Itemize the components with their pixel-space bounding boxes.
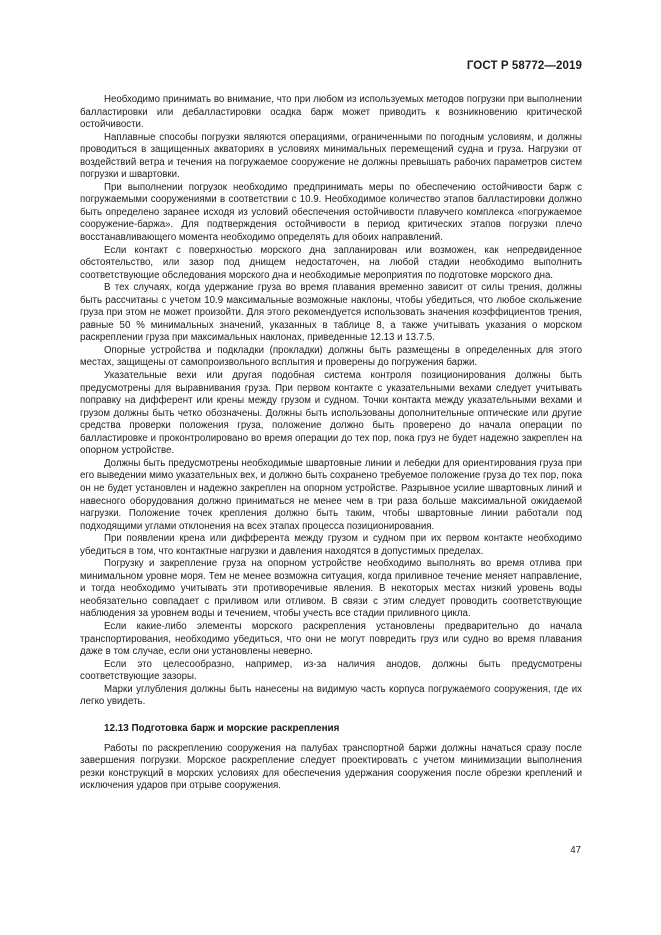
paragraph: Опорные устройства и подкладки (прокладки) должны быть размещены в определенных для этого местах, защищены от самопроизвольного всплытия и проверены до погружения баржи. — [80, 344, 582, 369]
paragraph: Если контакт с поверхностью морского дна запланирован или возможен, как непредвиденное обстоятельство, или зазор под днищем недостаточен, на любой стадии необходимо выполнить соответствующие обследования морского дна и необходимые мероприятия по подготовке морского дна. — [80, 244, 582, 281]
paragraph: Должны быть предусмотрены необходимые швартовные линии и лебедки для ориентирования груза при его выведении мимо указательных вех, и должно быть сохранено требуемое положение груза до тех пор, пока он не будет установлен и надежно закреплен на опорном устройстве. Разрывное усилие швартовных линий и навесного оборудования должно приниматься не менее чем в три раза больше максимальной ожидаемой нагрузки. Положение точек крепления должно быть таким, чтобы швартовные линии работали под подходящими углами отклонения на всех этапах процесса позиционирования. — [80, 457, 582, 532]
paragraph: В тех случаях, когда удержание груза во время плавания временно зависит от силы трения, должны быть рассчитаны с учетом 10.9 максимальные возможные наклоны, чтобы убедиться, что любое скольжение груза при этом не может произойти. Для этого рекомендуется использовать значения коэффициентов трения, равные 50 % минимальных значений, указанных в таблице 8, а также учитывать указания о морском раскреплении груза при максимальных наклонах, приведенные 12.13 и 13.7.5. — [80, 282, 582, 344]
page-number: 47 — [570, 845, 581, 856]
paragraph: Наплавные способы погрузки являются операциями, ограниченными по погодным условиям, и должны проводиться в защищенных акваториях в условиях минимальных перемещений судна и груза. Нагрузки от воздействий ветра и течения на погружаемое сооружение не должны превышать рабочих параметров систем погрузки и швартовки. — [80, 131, 582, 181]
paragraph: Марки углубления должны быть нанесены на видимую часть корпуса погружаемого сооружения, где их легко увидеть. — [80, 683, 582, 708]
document-standard-header: ГОСТ Р 58772—2019 — [466, 60, 582, 72]
paragraph: Если это целесообразно, например, из-за наличия анодов, должны быть предусмотрены соответствующие зазоры. — [80, 658, 582, 683]
paragraph: При выполнении погрузок необходимо предпринимать меры по обеспечению остойчивости барж с погружаемыми сооружениями в соответствии с 10.9. Необходимое количество этапов балластировки должно быть определено заранее исходя из условий обеспечения остойчивости плавучего комплекса «погружаемое сооружение-баржа». Для подтверждения остойчивости в период критических этапов погрузки плечо восстанавливающего момента необходимо определять для обоих направлений. — [80, 181, 582, 244]
paragraph: Указательные вехи или другая подобная система контроля позиционирования должны быть предусмотрены для выравнивания груза. При первом контакте с указательными вехами следует учитывать поправку на дифферент или крены между грузом и судном. Точки контакта между указательными вехами и грузом должны быть четко обозначены. Должны быть использованы дополнительные оптические или другие средства проверки положения груза, положение должно быть проверено до начала операции по балластировке и проконтролировано во время операции до тех пор, пока груз не будет надежно закреплен на опорном устройстве. — [80, 370, 582, 457]
paragraph: Погрузку и закрепление груза на опорном устройстве необходимо выполнять во время отлива при минимальном уровне моря. Тем не менее возможна ситуация, когда приливное течение меняет направление, и тогда необходимо учитывать эти противоречивые явления. В некоторых местах низкий уровень воды необязательно совпадает с приливом или отливом. В связи с этим следует проводить соответствующие наблюдения за уровнем воды и течением, чтобы учесть все стадии приливного цикла. — [80, 558, 582, 620]
paragraph: Необходимо принимать во внимание, что при любом из используемых методов погрузки при выполнении балластировки или дебалластировки осадка барж может приводить к возникновению критической остойчивости. — [80, 94, 582, 131]
paragraph: При появлении крена или дифферента между грузом и судном при их первом контакте необходимо убедиться в том, что контактные нагрузки и давления находятся в допустимых пределах. — [80, 533, 582, 557]
document-body — [80, 94, 582, 793]
section-heading: 12.13 Подготовка барж и морские раскрепления — [104, 722, 340, 734]
paragraph: Работы по раскреплению сооружения на палубах транспортной баржи должны начаться сразу после завершения погрузки. Морское раскрепление следует проектировать с учетом минимизации выполнения резки конструкций в морских условиях для обеспечения удержания сооружения после обрезки креплений и исключения ударов при отрыве сооружения. — [80, 742, 582, 792]
paragraph: Если какие-либо элементы морского раскрепления установлены предварительно до начала транспортирования, необходимо убедиться, что они не могут повредить груз или судно во время плавания даже в том случае, если они установлены неверно. — [80, 620, 582, 658]
